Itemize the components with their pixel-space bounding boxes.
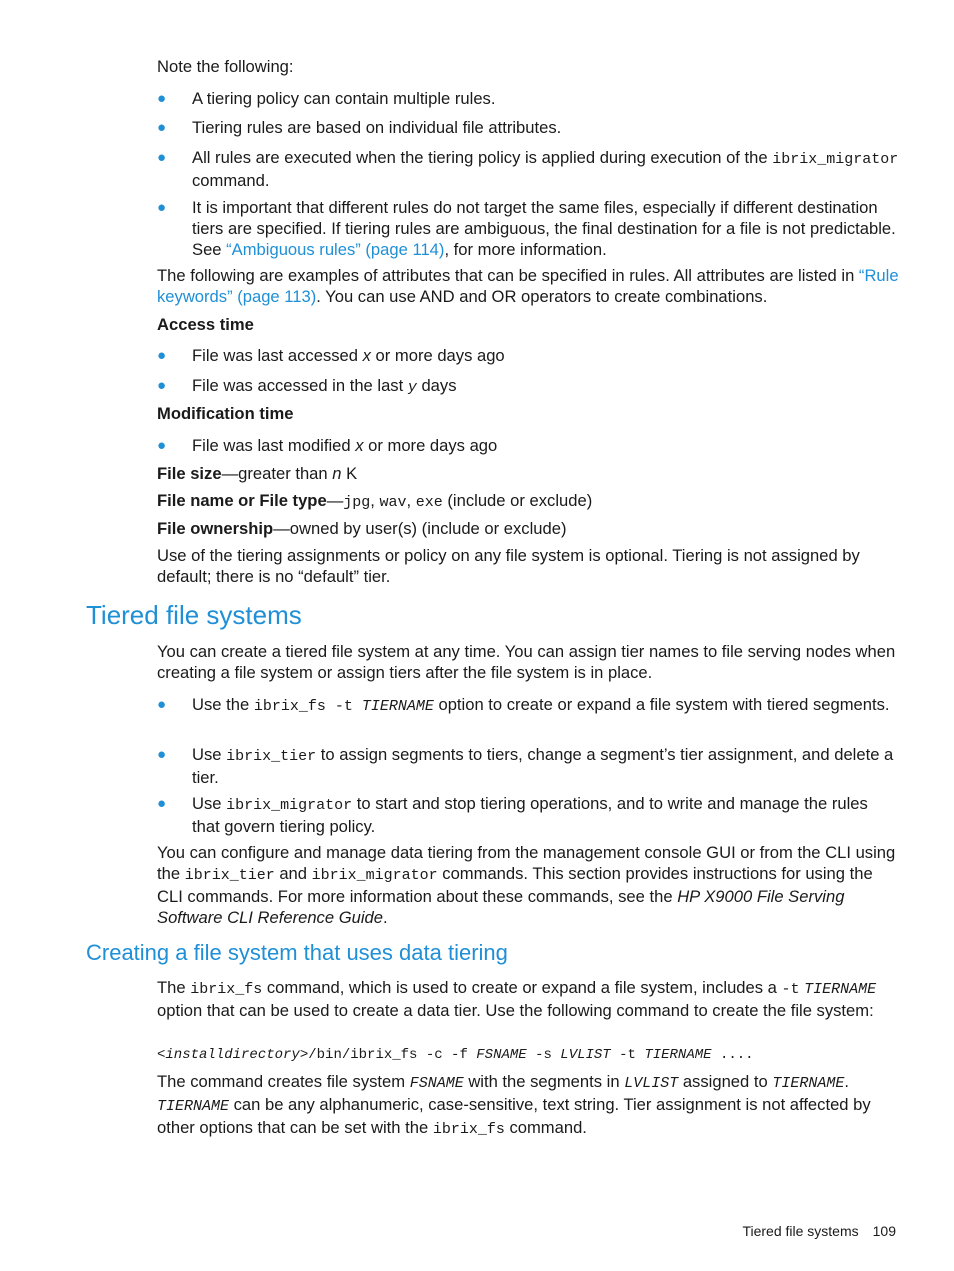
- list-item: ● Use ibrix_migrator to start and stop tiering operations, and to write and manage the rules that govern tiering policy.: [157, 794, 868, 836]
- list-item: ● File was last accessed x or more days ago: [157, 346, 505, 365]
- bullet-icon: ●: [157, 90, 167, 107]
- cli-reference-guide-title: HP X9000 File Serving Software CLI Reference Guide: [157, 887, 845, 927]
- section-intro: You can create a tiered file system at any time. You can assign tier names to file serving nodes when creating a file system or assign tiers after the file system is in place.: [157, 642, 896, 682]
- access-time-heading: Access time: [157, 315, 254, 334]
- footer-section-name: Tiered file systems: [742, 1223, 859, 1239]
- list-item: ● Tiering rules are based on individual file attributes.: [157, 118, 562, 137]
- bullet-icon: ●: [157, 696, 167, 713]
- bullet-icon: ●: [157, 437, 167, 454]
- bullet-icon: ●: [157, 795, 167, 812]
- note-intro: Note the following:: [157, 57, 294, 76]
- list-item: ● All rules are executed when the tiering policy is applied during execution of the ibrix_migrator command.: [157, 148, 899, 190]
- bullet-icon: ●: [157, 746, 167, 763]
- bullet-icon: ●: [157, 119, 167, 136]
- code-ibrix-migrator: ibrix_migrator: [772, 151, 899, 168]
- file-ownership-line: File ownership—owned by user(s) (include or exclude): [157, 519, 567, 538]
- list-item: ● It is important that different rules do not target the same files, especially if different destination tiers are specified. If tiering rules are ambiguous, the final destination for a file is not predictable. See “Ambiguous rules” (page 114), for more information.: [157, 198, 896, 259]
- bullet-icon: ●: [157, 377, 167, 394]
- modification-time-heading: Modification time: [157, 404, 294, 423]
- page-number: 109: [872, 1223, 896, 1239]
- file-size-line: File size—greater than n K: [157, 464, 358, 483]
- optional-note: Use of the tiering assignments or policy on any file system is optional. Tiering is not assigned by default; there is no “default” tier.: [157, 546, 860, 586]
- list-item: ● A tiering policy can contain multiple rules.: [157, 89, 496, 108]
- list-item: ● File was last modified x or more days ago: [157, 436, 498, 455]
- sub-paragraph-1: The ibrix_fs command, which is used to create or expand a file system, includes a -t TIERNAME option that can be used to create a data tier. Use the following command to create the file system:: [157, 978, 877, 1020]
- bullet-icon: ●: [157, 199, 167, 216]
- page-footer: [742, 1223, 896, 1239]
- bullet-icon: ●: [157, 347, 167, 364]
- list-item: ● File was accessed in the last y days: [157, 376, 457, 396]
- configure-paragraph: You can configure and manage data tiering from the management console GUI or from the CLI using the ibrix_tier and ibrix_migrator commands. This section provides instructions for using the CLI commands. For more information about these commands, see the HP X9000 File Serving Software CLI Reference Guide.: [157, 843, 896, 927]
- list-item: ● Use ibrix_tier to assign segments to tiers, change a segment’s tier assignment, and delete a tier.: [157, 745, 894, 787]
- section-title: Tiered file systems: [86, 600, 302, 630]
- sub-paragraph-2: The command creates file system FSNAME with the segments in LVLIST assigned to TIERNAME. TIERNAME can be any alphanumeric, case-sensitive, text string. Tier assignment is not affected by other options that can be set with the ibrix_fs command.: [157, 1072, 871, 1138]
- subsection-title: Creating a file system that uses data tiering: [86, 940, 508, 965]
- bullet-icon: ●: [157, 149, 167, 166]
- list-item: ● Use the ibrix_fs -t TIERNAME option to create or expand a file system with tiered segments.: [157, 695, 890, 715]
- rule-keywords-link[interactable]: “Rule keywords” (page 113): [157, 266, 899, 306]
- ambiguous-rules-link[interactable]: “Ambiguous rules” (page 114): [226, 240, 445, 259]
- examples-intro: The following are examples of attributes that can be specified in rules. All attributes are listed in “Rule keywords” (page 113). You can use AND and OR operators to create combinations.: [157, 266, 899, 306]
- command-example: <installdirectory>/bin/ibrix_fs -c -f FSNAME -s LVLIST -t TIERNAME ....: [157, 1047, 754, 1063]
- file-name-line: File name or File type—jpg, wav, exe (include or exclude): [157, 491, 593, 511]
